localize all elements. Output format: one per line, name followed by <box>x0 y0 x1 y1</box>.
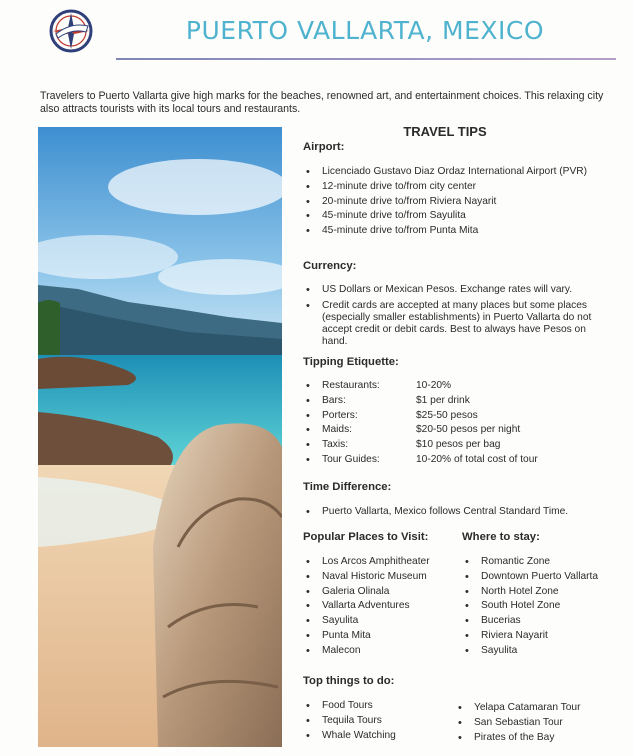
list-item: • Tequila Tours <box>304 714 454 729</box>
where-to-stay-list <box>463 555 613 659</box>
tipping-list <box>304 379 600 468</box>
tipping-row: • Maids: $20-50 pesos per night <box>304 423 600 438</box>
list-item: • 20-minute drive to/from Riviera Nayarit <box>304 195 600 210</box>
tipping-row: • Bars: $1 per drink <box>304 394 600 409</box>
tipping-row: • Taxis: $10 pesos per bag <box>304 438 600 453</box>
list-item: • 45-minute drive to/from Punta Mita <box>304 224 600 239</box>
travel-tips-heading: TRAVEL TIPS <box>403 124 487 139</box>
list-item: • San Sebastian Tour <box>456 716 616 731</box>
beach-photo <box>38 127 282 747</box>
list-item: • South Hotel Zone <box>463 599 613 614</box>
list-item: • Food Tours <box>304 699 454 714</box>
list-item: • Puerto Vallarta, Mexico follows Central Standard Time. <box>304 505 600 520</box>
list-item: • Pirates of the Bay <box>456 731 616 746</box>
time-difference-list <box>304 505 600 520</box>
list-item: • Licenciado Gustavo Diaz Ordaz International Airport (PVR) <box>304 165 600 180</box>
top-things-heading: Top things to do: <box>303 675 395 687</box>
tipping-row: • Porters: $25-50 pesos <box>304 409 600 424</box>
top-things-list-left <box>304 699 454 743</box>
compass-rose-logo-icon <box>46 8 96 54</box>
list-item: • Malecon <box>304 644 454 659</box>
list-item: • Sayulita <box>304 614 454 629</box>
list-item: • Sayulita <box>463 644 613 659</box>
list-item: • 45-minute drive to/from Sayulita <box>304 209 600 224</box>
tipping-heading: Tipping Etiquette: <box>303 356 399 368</box>
title-divider <box>116 58 616 60</box>
intro-paragraph: Travelers to Puerto Vallarta give high marks for the beaches, renowned art, and entertainment choices. This relaxing city also attracts tourists with its local tours and restaurants. <box>40 90 604 115</box>
airport-list <box>304 165 600 239</box>
list-item: • Galeria Olinala <box>304 585 454 600</box>
list-item: • Romantic Zone <box>463 555 613 570</box>
currency-list <box>304 283 600 348</box>
list-item: • Los Arcos Amphitheater <box>304 555 454 570</box>
list-item: • North Hotel Zone <box>463 585 613 600</box>
tipping-row: • Restaurants: 10-20% <box>304 379 600 394</box>
list-item: • Punta Mita <box>304 629 454 644</box>
list-item: • Yelapa Catamaran Tour <box>456 701 616 716</box>
list-item: • Naval Historic Museum <box>304 570 454 585</box>
where-to-stay-heading: Where to stay: <box>462 531 540 543</box>
page-title: PUERTO VALLARTA, MEXICO <box>185 16 545 45</box>
tipping-row: • Tour Guides: 10-20% of total cost of tour <box>304 453 600 468</box>
currency-heading: Currency: <box>303 260 357 272</box>
list-item: • Vallarta Adventures <box>304 599 454 614</box>
top-things-list-right <box>456 701 616 745</box>
list-item: • Downtown Puerto Vallarta <box>463 570 613 585</box>
popular-places-list <box>304 555 454 659</box>
list-item: • 12-minute drive to/from city center <box>304 180 600 195</box>
list-item: • Credit cards are accepted at many places but some places (especially smaller establishments) in Puerto Vallarta do not accept credit or debit cards. Best to always have Pesos on hand. <box>304 300 600 348</box>
list-item: • Riviera Nayarit <box>463 629 613 644</box>
list-item: • Bucerias <box>463 614 613 629</box>
time-difference-heading: Time Difference: <box>303 481 392 493</box>
popular-places-heading: Popular Places to Visit: <box>303 531 429 543</box>
list-item: • Whale Watching <box>304 729 454 744</box>
list-item: • US Dollars or Mexican Pesos. Exchange rates will vary. <box>304 283 600 298</box>
airport-heading: Airport: <box>303 141 345 153</box>
